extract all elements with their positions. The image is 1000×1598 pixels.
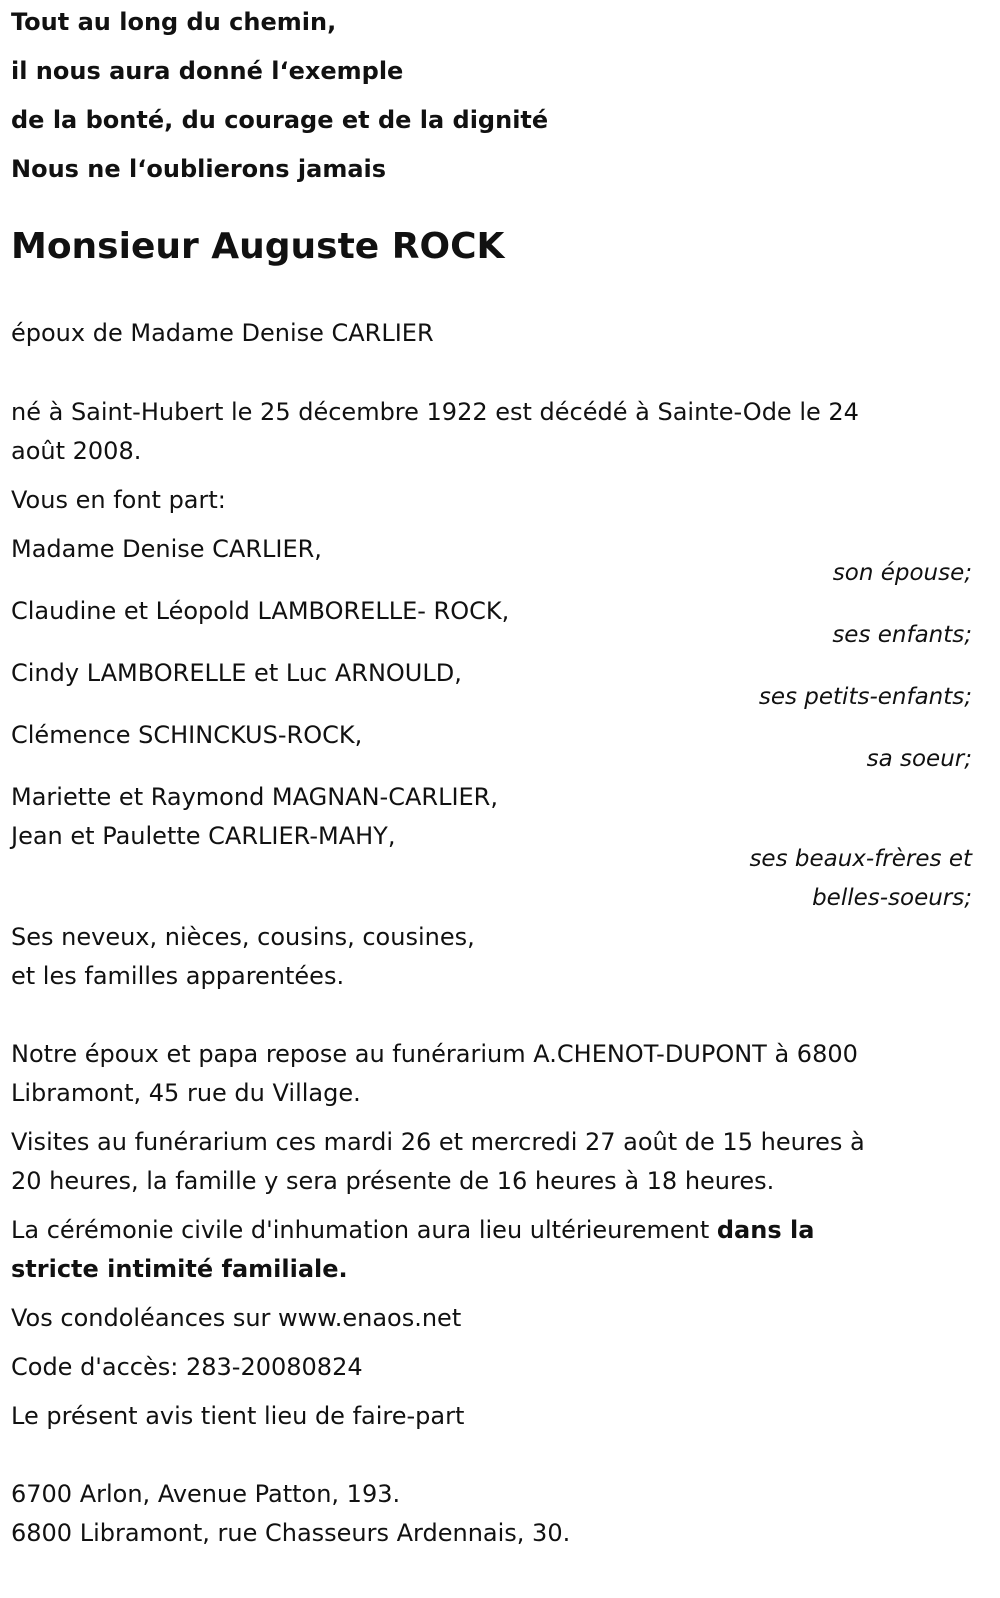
access-code: Code d'accès: 283-20080824 [11, 1353, 363, 1381]
family-relation: ses beaux-frères et [749, 846, 972, 872]
funerarium-line-2: Libramont, 45 rue du Village. [11, 1079, 361, 1107]
epitaph-line-1: Tout au long du chemin, [11, 8, 337, 36]
epitaph-line-4: Nous ne l‘oublierons jamais [11, 155, 387, 183]
visits-line-2: 20 heures, la famille y sera présente de 16 heures à 18 heures. [11, 1167, 775, 1195]
ceremony-emphasis: dans la [716, 1216, 815, 1244]
birth-death-line-1: né à Saint-Hubert le 25 décembre 1922 est décédé à Sainte-Ode le 24 [11, 398, 859, 426]
ceremony-line-2: stricte intimité familiale. [11, 1255, 348, 1283]
family-relation: son épouse; [832, 560, 972, 586]
family-relation: sa soeur; [866, 746, 972, 772]
address-libramont: 6800 Libramont, rue Chasseurs Ardennais, 30. [11, 1519, 571, 1547]
family-relation: belles-soeurs; [812, 885, 972, 911]
family-name: Mariette et Raymond MAGNAN-CARLIER, [11, 783, 498, 811]
funerarium-line-1: Notre époux et papa repose au funérarium A.CHENOT-DUPONT à 6800 [11, 1040, 858, 1068]
epitaph-line-3: de la bonté, du courage et de la dignité [11, 106, 549, 134]
extended-family-line-1: Ses neveux, nièces, cousins, cousines, [11, 923, 475, 951]
family-name: Clémence SCHINCKUS-ROCK, [11, 721, 363, 749]
family-name: Madame Denise CARLIER, [11, 535, 322, 563]
extended-family-line-2: et les familles apparentées. [11, 962, 345, 990]
family-relation: ses petits-enfants; [758, 684, 972, 710]
deceased-name: Monsieur Auguste ROCK [11, 226, 505, 267]
address-arlon: 6700 Arlon, Avenue Patton, 193. [11, 1480, 401, 1508]
announce-intro: Vous en font part: [11, 486, 226, 514]
ceremony-line-1 [11, 1216, 814, 1244]
visits-line-1: Visites au funérarium ces mardi 26 et mercredi 27 août de 15 heures à [11, 1128, 865, 1156]
spouse-line: époux de Madame Denise CARLIER [11, 319, 434, 347]
ceremony-text: La cérémonie civile d'inhumation aura lieu ultérieurement [11, 1216, 717, 1244]
family-name: Jean et Paulette CARLIER-MAHY, [11, 822, 396, 850]
family-name: Cindy LAMBORELLE et Luc ARNOULD, [11, 659, 462, 687]
family-relation: ses enfants; [832, 622, 972, 648]
epitaph-line-2: il nous aura donné l‘exemple [11, 57, 404, 85]
notice-line: Le présent avis tient lieu de faire-part [11, 1402, 465, 1430]
condolences-line: Vos condoléances sur www.enaos.net [11, 1304, 462, 1332]
birth-death-line-2: août 2008. [11, 437, 142, 465]
family-name: Claudine et Léopold LAMBORELLE- ROCK, [11, 597, 510, 625]
